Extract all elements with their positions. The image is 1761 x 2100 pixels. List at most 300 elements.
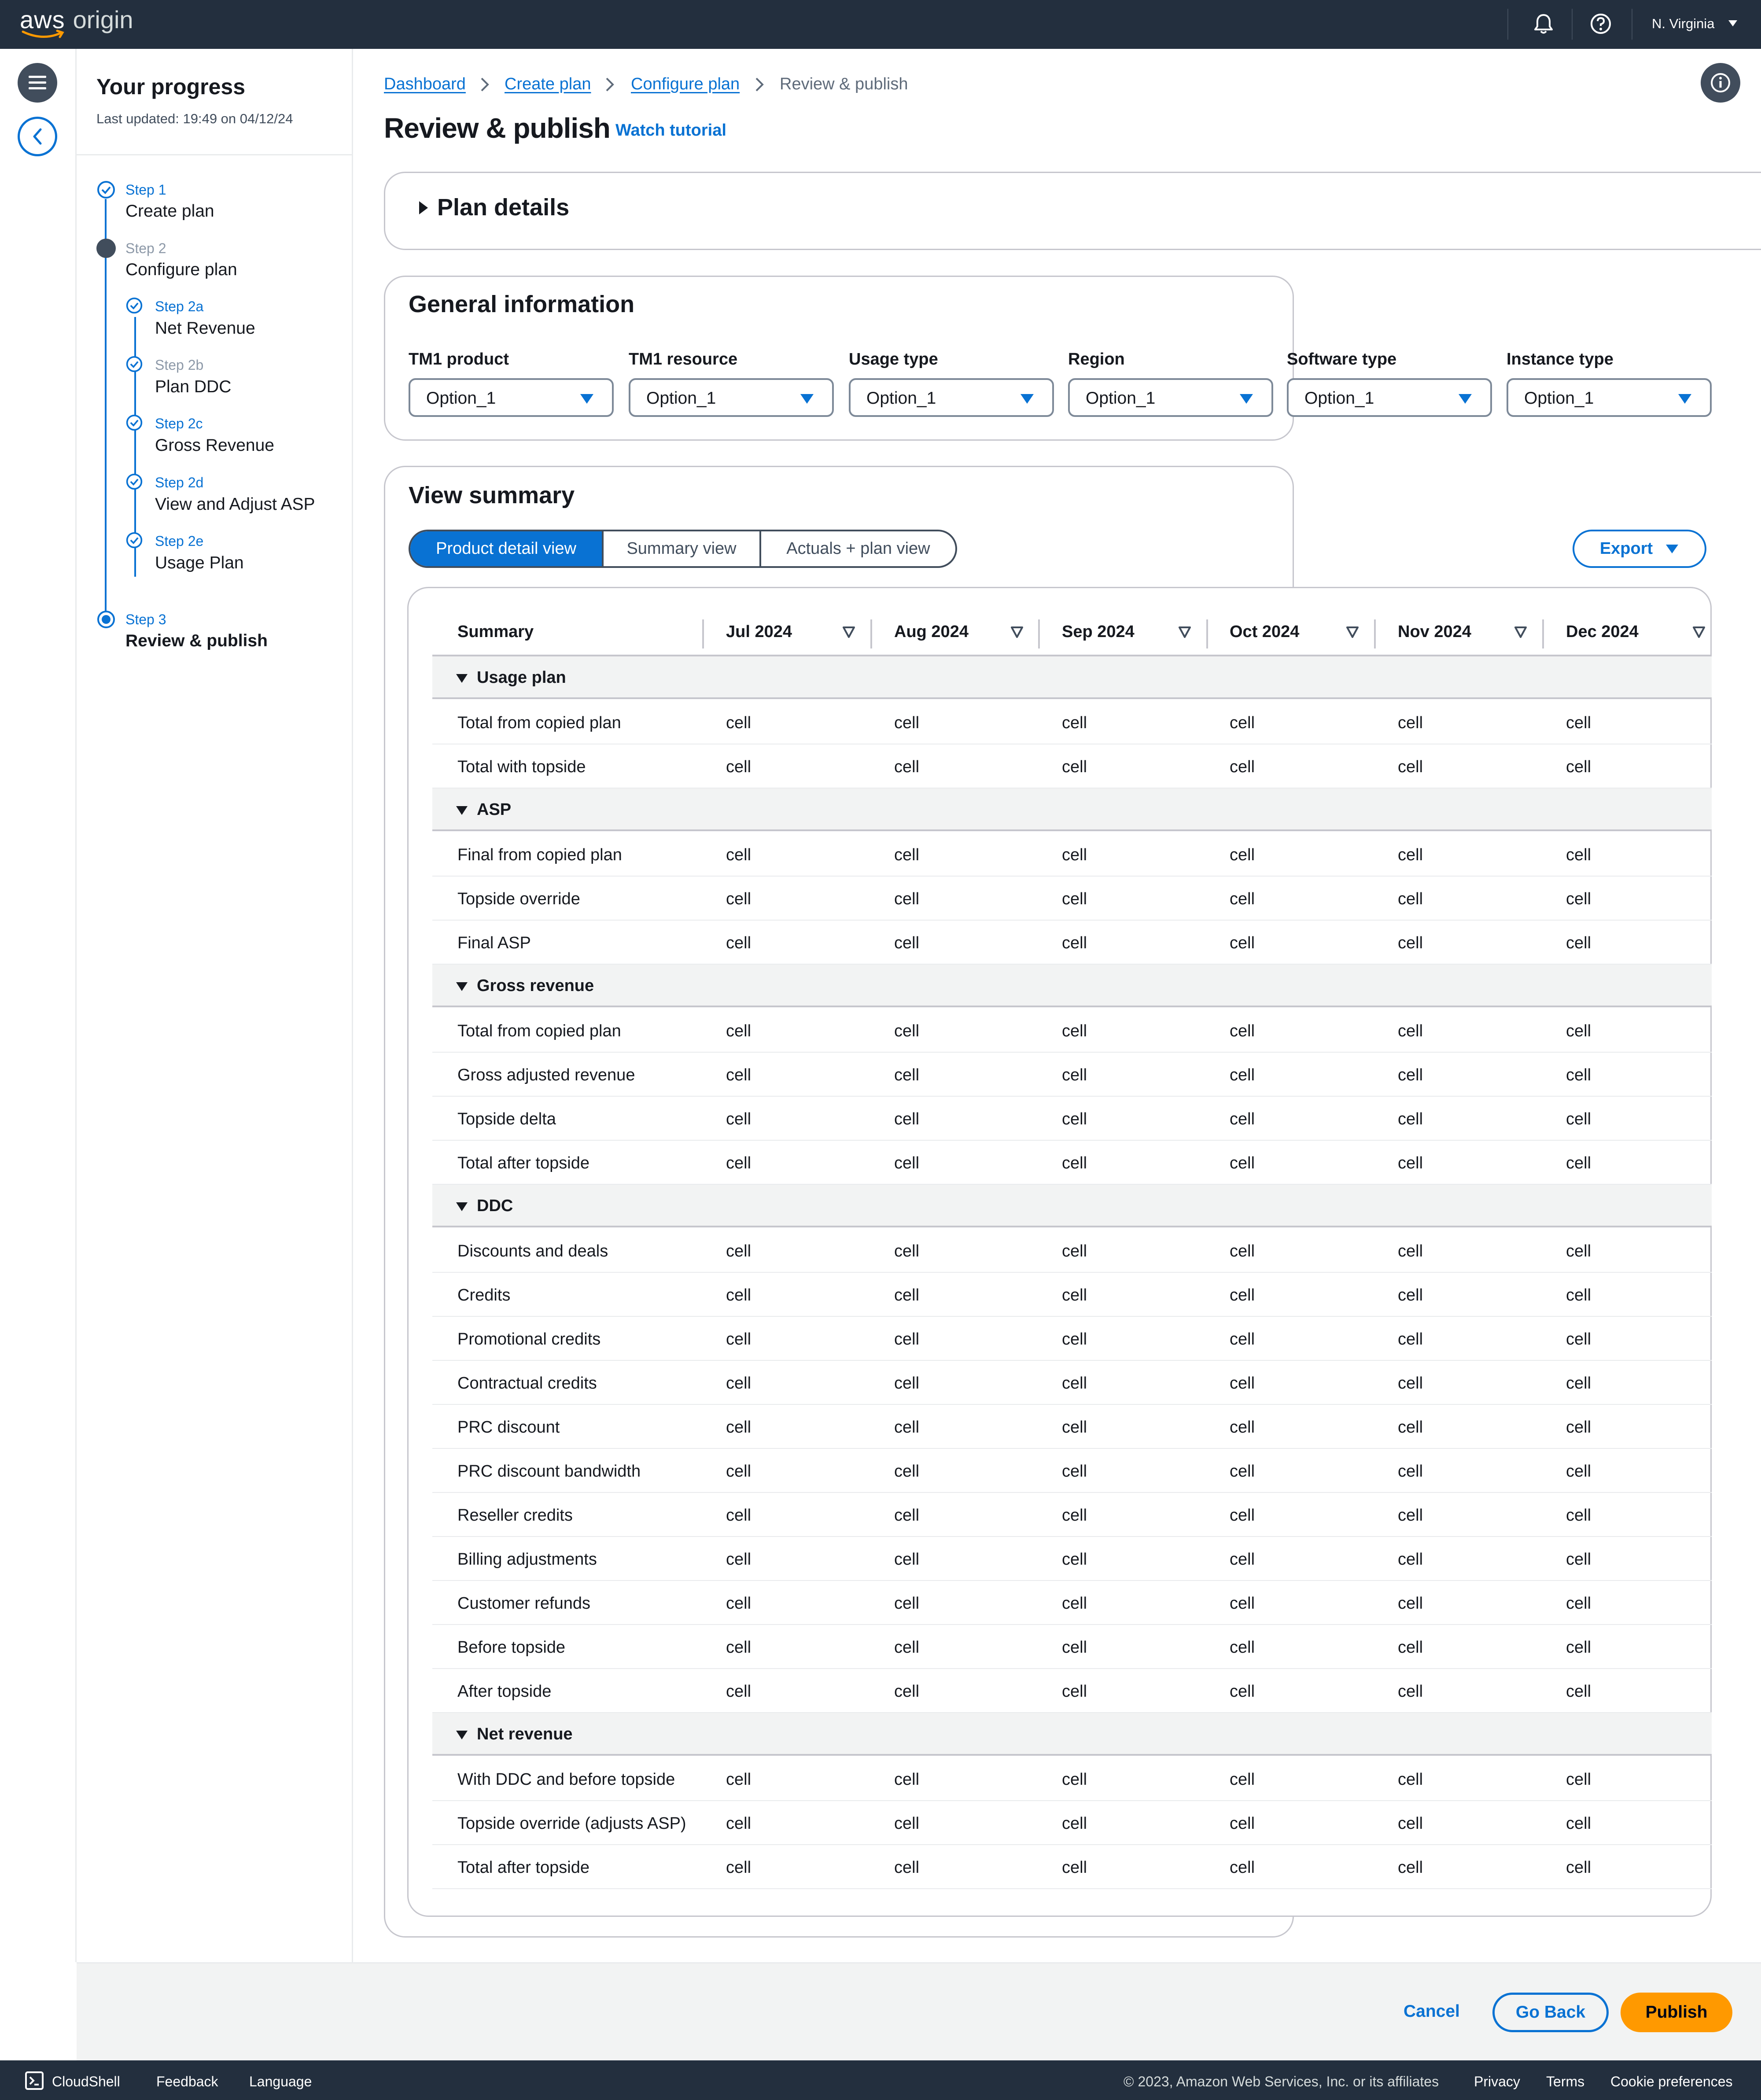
table-cell[interactable]: cell bbox=[894, 1066, 920, 1084]
table-cell[interactable]: cell bbox=[1230, 934, 1255, 952]
table-cell[interactable]: cell bbox=[726, 1110, 752, 1128]
table-cell[interactable]: cell bbox=[1398, 890, 1423, 908]
group-label: Net revenue bbox=[477, 1725, 573, 1743]
table-cell[interactable]: cell bbox=[1398, 1770, 1423, 1789]
column-header-oct-2024[interactable]: Oct 2024 bbox=[1230, 623, 1300, 641]
row-label: PRC discount bbox=[457, 1418, 560, 1437]
table-cell[interactable]: cell bbox=[1566, 1858, 1592, 1877]
step-2-text[interactable]: Configure plan bbox=[125, 260, 237, 279]
table-row bbox=[432, 833, 1712, 877]
table-cell[interactable]: cell bbox=[726, 758, 752, 776]
filter-icon[interactable] bbox=[1178, 626, 1191, 638]
table-row bbox=[432, 1229, 1712, 1273]
table-cell[interactable]: cell bbox=[894, 1682, 920, 1701]
table-cell[interactable]: cell bbox=[1566, 1154, 1592, 1172]
row-label: Final from copied plan bbox=[457, 846, 622, 864]
table-row bbox=[432, 1405, 1712, 1449]
cloudshell-icon[interactable] bbox=[25, 2071, 44, 2090]
software-type-label: Software type bbox=[1287, 350, 1397, 368]
table-cell[interactable]: cell bbox=[1230, 1374, 1255, 1393]
table-cell[interactable]: cell bbox=[1566, 1066, 1592, 1084]
column-resizer[interactable] bbox=[1542, 619, 1544, 648]
row-label: Topside delta bbox=[457, 1110, 556, 1128]
table-cell[interactable]: cell bbox=[894, 1022, 920, 1040]
row-label: Promotional credits bbox=[457, 1330, 601, 1348]
table-cell[interactable]: cell bbox=[1230, 1022, 1255, 1040]
tm1-resource-select[interactable] bbox=[629, 378, 834, 417]
table-cell[interactable]: cell bbox=[726, 934, 752, 952]
table-cell[interactable]: cell bbox=[1230, 1682, 1255, 1701]
table-cell[interactable]: cell bbox=[1566, 1462, 1592, 1481]
table-row bbox=[432, 1009, 1712, 1053]
step-2b-label[interactable]: Step 2b bbox=[155, 357, 204, 373]
select-value: Option_1 bbox=[866, 389, 936, 408]
column-header-summary[interactable]: Summary bbox=[457, 623, 534, 641]
caret-down-icon bbox=[1458, 393, 1473, 405]
table-cell[interactable]: cell bbox=[894, 1858, 920, 1877]
table-row bbox=[432, 1317, 1712, 1361]
table-cell[interactable]: cell bbox=[1398, 1462, 1423, 1481]
step-2d-label[interactable]: Step 2d bbox=[155, 475, 204, 490]
table-cell[interactable]: cell bbox=[1398, 934, 1423, 952]
table-cell[interactable]: cell bbox=[1398, 1330, 1423, 1348]
step-complete-icon bbox=[125, 355, 143, 373]
table-cell[interactable]: cell bbox=[1398, 1154, 1423, 1172]
general-information-title: General information bbox=[409, 291, 635, 317]
table-row bbox=[432, 1669, 1712, 1713]
step-in-progress-icon bbox=[96, 238, 117, 259]
table-cell[interactable]: cell bbox=[726, 1858, 752, 1877]
table-cell[interactable]: cell bbox=[1398, 1506, 1423, 1525]
table-cell[interactable]: cell bbox=[726, 1814, 752, 1833]
table-cell[interactable]: cell bbox=[894, 758, 920, 776]
table-cell[interactable]: cell bbox=[726, 1594, 752, 1613]
table-cell[interactable]: cell bbox=[894, 1374, 920, 1393]
table-row bbox=[432, 1053, 1712, 1097]
table-row bbox=[432, 1845, 1712, 1889]
table-group-row[interactable] bbox=[432, 1185, 1712, 1227]
plan-details-expander[interactable] bbox=[384, 172, 1761, 250]
table-cell[interactable]: cell bbox=[1230, 1858, 1255, 1877]
table-cell[interactable]: cell bbox=[1566, 1022, 1592, 1040]
step-connector bbox=[105, 199, 107, 622]
tab-actuals-plan-view[interactable]: Actuals + plan view bbox=[786, 539, 930, 558]
table-cell[interactable]: cell bbox=[1062, 1814, 1087, 1833]
table-cell[interactable]: cell bbox=[1566, 1550, 1592, 1569]
table-cell[interactable]: cell bbox=[894, 1594, 920, 1613]
table-cell[interactable]: cell bbox=[726, 1462, 752, 1481]
step-1-text[interactable]: Create plan bbox=[125, 202, 214, 221]
table-cell[interactable]: cell bbox=[1230, 1242, 1255, 1260]
row-label: Total after topside bbox=[457, 1154, 589, 1172]
caret-down-icon[interactable] bbox=[1728, 19, 1738, 27]
divider bbox=[77, 154, 353, 155]
step-2c-text[interactable]: Gross Revenue bbox=[155, 436, 274, 455]
caret-down-icon[interactable] bbox=[455, 1730, 468, 1740]
table-cell[interactable]: cell bbox=[1062, 758, 1087, 776]
cookie-preferences-link[interactable]: Cookie preferences bbox=[1610, 2074, 1733, 2089]
table-row bbox=[432, 1581, 1712, 1625]
select-value: Option_1 bbox=[1086, 389, 1156, 408]
table-cell[interactable]: cell bbox=[1230, 1550, 1255, 1569]
table-row bbox=[432, 744, 1712, 788]
select-value: Option_1 bbox=[646, 389, 716, 408]
table-cell[interactable]: cell bbox=[1230, 758, 1255, 776]
table-cell[interactable]: cell bbox=[1062, 1154, 1087, 1172]
table-group-row[interactable] bbox=[432, 965, 1712, 1007]
table-cell[interactable]: cell bbox=[1566, 1286, 1592, 1304]
table-cell[interactable]: cell bbox=[1230, 1066, 1255, 1084]
column-resizer[interactable] bbox=[1038, 619, 1040, 648]
row-label: Topside override bbox=[457, 890, 580, 908]
top-navigation bbox=[0, 0, 1761, 49]
table-cell[interactable]: cell bbox=[1062, 1462, 1087, 1481]
table-row bbox=[432, 1801, 1712, 1845]
table-cell[interactable]: cell bbox=[1566, 846, 1592, 864]
tab-product-detail-view[interactable]: Product detail view bbox=[410, 531, 604, 566]
info-button[interactable] bbox=[1701, 63, 1740, 103]
aws-smile-icon bbox=[21, 29, 65, 40]
left-rail bbox=[0, 49, 77, 1962]
go-back-button[interactable]: Go Back bbox=[1492, 1993, 1609, 2032]
table-cell[interactable]: cell bbox=[1398, 1594, 1423, 1613]
step-1-label[interactable]: Step 1 bbox=[125, 182, 166, 198]
column-resizer[interactable] bbox=[870, 619, 872, 648]
table-cell[interactable]: cell bbox=[726, 846, 752, 864]
step-complete-icon bbox=[125, 414, 143, 431]
table-cell[interactable]: cell bbox=[726, 1374, 752, 1393]
table-cell[interactable]: cell bbox=[1566, 934, 1592, 952]
table-cell[interactable]: cell bbox=[726, 1638, 752, 1657]
table-cell[interactable]: cell bbox=[1062, 1506, 1087, 1525]
export-button[interactable] bbox=[1573, 530, 1706, 568]
caret-down-icon[interactable] bbox=[455, 673, 468, 684]
table-cell[interactable]: cell bbox=[1062, 1242, 1087, 1260]
table-cell[interactable]: cell bbox=[1230, 846, 1255, 864]
table-cell[interactable]: cell bbox=[1566, 890, 1592, 908]
filter-icon[interactable] bbox=[1514, 626, 1527, 638]
cancel-button[interactable]: Cancel bbox=[1404, 2002, 1460, 2021]
row-label: Credits bbox=[457, 1286, 511, 1304]
table-cell[interactable]: cell bbox=[1062, 890, 1087, 908]
region-selector[interactable]: N. Virginia bbox=[1652, 16, 1715, 31]
table-cell[interactable]: cell bbox=[726, 714, 752, 732]
row-label: With DDC and before topside bbox=[457, 1770, 675, 1789]
table-cell[interactable]: cell bbox=[1566, 1330, 1592, 1348]
table-cell[interactable]: cell bbox=[894, 714, 920, 732]
table-cell[interactable]: cell bbox=[726, 1418, 752, 1437]
table-row bbox=[432, 1757, 1712, 1801]
table-row bbox=[432, 921, 1712, 965]
row-label: Total with topside bbox=[457, 758, 586, 776]
group-label: DDC bbox=[477, 1197, 513, 1215]
table-cell[interactable]: cell bbox=[726, 1022, 752, 1040]
table-cell[interactable]: cell bbox=[1062, 1286, 1087, 1304]
table-cell[interactable]: cell bbox=[894, 1330, 920, 1348]
table-cell[interactable]: cell bbox=[1230, 1770, 1255, 1789]
group-label: ASP bbox=[477, 800, 512, 819]
usage-type-select[interactable] bbox=[849, 378, 1054, 417]
nav-separator bbox=[1507, 9, 1508, 40]
table-cell[interactable]: cell bbox=[1062, 714, 1087, 732]
publish-button[interactable]: Publish bbox=[1621, 1993, 1732, 2032]
table-cell[interactable]: cell bbox=[1566, 758, 1592, 776]
step-3-label[interactable]: Step 3 bbox=[125, 612, 166, 627]
table-cell[interactable]: cell bbox=[894, 1154, 920, 1172]
table-cell[interactable]: cell bbox=[894, 1638, 920, 1657]
terms-link[interactable]: Terms bbox=[1546, 2074, 1585, 2089]
feedback-link[interactable]: Feedback bbox=[156, 2074, 218, 2089]
cloudshell-link[interactable]: CloudShell bbox=[52, 2074, 120, 2089]
filter-icon[interactable] bbox=[1692, 626, 1706, 638]
table-cell[interactable]: cell bbox=[726, 1682, 752, 1701]
row-label: Total after topside bbox=[457, 1858, 589, 1877]
table-cell[interactable]: cell bbox=[1398, 1110, 1423, 1128]
table-cell[interactable]: cell bbox=[894, 1242, 920, 1260]
table-row bbox=[432, 877, 1712, 921]
table-cell[interactable]: cell bbox=[726, 1550, 752, 1569]
breadcrumb-create-plan[interactable]: Create plan bbox=[505, 75, 591, 93]
step-2e-label[interactable]: Step 2e bbox=[155, 533, 204, 549]
table-cell[interactable]: cell bbox=[894, 1550, 920, 1569]
plan-details-title[interactable]: Plan details bbox=[437, 194, 570, 221]
column-resizer[interactable] bbox=[702, 619, 704, 648]
breadcrumb-current: Review & publish bbox=[780, 75, 908, 93]
table-cell[interactable]: cell bbox=[894, 1462, 920, 1481]
table-cell[interactable]: cell bbox=[1062, 1066, 1087, 1084]
table-cell[interactable]: cell bbox=[1398, 1858, 1423, 1877]
step-2e-text[interactable]: Usage Plan bbox=[155, 553, 244, 572]
table-cell[interactable]: cell bbox=[1398, 1242, 1423, 1260]
table-cell[interactable]: cell bbox=[1062, 1638, 1087, 1657]
table-cell[interactable]: cell bbox=[1566, 1418, 1592, 1437]
table-cell[interactable]: cell bbox=[894, 1418, 920, 1437]
row-label: After topside bbox=[457, 1682, 552, 1701]
last-updated: Last updated: 19:49 on 04/12/24 bbox=[96, 111, 293, 126]
table-cell[interactable]: cell bbox=[726, 890, 752, 908]
caret-right-icon[interactable] bbox=[417, 200, 429, 215]
table-cell[interactable]: cell bbox=[1566, 1506, 1592, 1525]
row-label: Total from copied plan bbox=[457, 714, 621, 732]
step-2a-label[interactable]: Step 2a bbox=[155, 298, 204, 314]
table-cell[interactable]: cell bbox=[1230, 1286, 1255, 1304]
table-cell[interactable]: cell bbox=[1230, 1110, 1255, 1128]
table-cell[interactable]: cell bbox=[726, 1154, 752, 1172]
help-icon[interactable] bbox=[1589, 12, 1612, 35]
table-cell[interactable]: cell bbox=[1230, 1814, 1255, 1833]
table-cell[interactable]: cell bbox=[894, 1110, 920, 1128]
table-cell[interactable]: cell bbox=[1230, 714, 1255, 732]
language-link[interactable]: Language bbox=[249, 2074, 312, 2089]
table-cell[interactable]: cell bbox=[1398, 1374, 1423, 1393]
table-cell[interactable]: cell bbox=[1230, 1418, 1255, 1437]
row-label: PRC discount bandwidth bbox=[457, 1462, 641, 1481]
select-value: Option_1 bbox=[1304, 389, 1374, 408]
table-cell[interactable]: cell bbox=[1062, 1682, 1087, 1701]
table-row bbox=[432, 700, 1712, 744]
table-cell[interactable]: cell bbox=[1230, 1462, 1255, 1481]
table-cell[interactable]: cell bbox=[726, 1506, 752, 1525]
caret-down-icon bbox=[1665, 544, 1679, 554]
table-cell[interactable]: cell bbox=[1398, 714, 1423, 732]
nav-separator bbox=[1572, 9, 1573, 40]
table-cell[interactable]: cell bbox=[1398, 846, 1423, 864]
tab-summary-view[interactable]: Summary view bbox=[604, 531, 761, 566]
region-label: Region bbox=[1068, 350, 1125, 368]
step-3-text[interactable]: Review & publish bbox=[125, 631, 268, 650]
table-cell[interactable]: cell bbox=[1566, 1110, 1592, 1128]
table-cell[interactable]: cell bbox=[1566, 1638, 1592, 1657]
table-cell[interactable]: cell bbox=[1398, 1022, 1423, 1040]
table-cell[interactable]: cell bbox=[1566, 1814, 1592, 1833]
table-cell[interactable]: cell bbox=[894, 846, 920, 864]
column-resizer[interactable] bbox=[1206, 619, 1208, 648]
caret-down-icon bbox=[579, 393, 594, 405]
table-cell[interactable]: cell bbox=[1230, 1506, 1255, 1525]
table-row bbox=[432, 1141, 1712, 1185]
export-label: Export bbox=[1599, 539, 1653, 558]
group-label: Usage plan bbox=[477, 668, 566, 687]
table-cell[interactable]: cell bbox=[1062, 846, 1087, 864]
filter-icon[interactable] bbox=[842, 626, 855, 638]
table-cell[interactable]: cell bbox=[1398, 1550, 1423, 1569]
breadcrumb-configure-plan[interactable]: Configure plan bbox=[631, 75, 740, 93]
table-cell[interactable]: cell bbox=[1062, 1594, 1087, 1613]
breadcrumb-dashboard[interactable]: Dashboard bbox=[384, 75, 466, 93]
table-cell[interactable]: cell bbox=[1062, 1858, 1087, 1877]
caret-down-icon bbox=[799, 393, 814, 405]
step-2d-text[interactable]: View and Adjust ASP bbox=[155, 495, 315, 514]
table-cell[interactable]: cell bbox=[1566, 1770, 1592, 1789]
table-cell[interactable]: cell bbox=[894, 1506, 920, 1525]
column-header-jul-2024[interactable]: Jul 2024 bbox=[726, 623, 792, 641]
step-2b-text[interactable]: Plan DDC bbox=[155, 377, 232, 396]
view-summary-title: View summary bbox=[409, 482, 575, 508]
table-cell[interactable]: cell bbox=[1062, 1550, 1087, 1569]
table-group-row[interactable] bbox=[432, 788, 1712, 831]
table-cell[interactable]: cell bbox=[726, 1330, 752, 1348]
table-cell[interactable]: cell bbox=[1230, 1594, 1255, 1613]
logo-origin-text: origin bbox=[73, 6, 133, 33]
back-button[interactable] bbox=[18, 117, 57, 156]
filter-icon[interactable] bbox=[1346, 626, 1359, 638]
step-2c-label[interactable]: Step 2c bbox=[155, 416, 203, 431]
tm1-product-select[interactable] bbox=[409, 378, 614, 417]
table-cell[interactable]: cell bbox=[1398, 1814, 1423, 1833]
table-cell[interactable]: cell bbox=[1062, 1770, 1087, 1789]
usage-type-label: Usage type bbox=[849, 350, 938, 368]
caret-down-icon[interactable] bbox=[455, 981, 468, 992]
table-cell[interactable]: cell bbox=[1398, 1286, 1423, 1304]
row-label: Topside override (adjusts ASP) bbox=[457, 1814, 686, 1833]
table-cell[interactable]: cell bbox=[1566, 1682, 1592, 1701]
column-resizer[interactable] bbox=[1374, 619, 1376, 648]
caret-down-icon bbox=[1677, 393, 1692, 405]
chevron-left-icon bbox=[31, 128, 44, 145]
table-cell[interactable]: cell bbox=[1398, 1638, 1423, 1657]
table-cell[interactable]: cell bbox=[726, 1286, 752, 1304]
select-value: Option_1 bbox=[426, 389, 496, 408]
bell-icon[interactable] bbox=[1532, 12, 1555, 35]
table-cell[interactable]: cell bbox=[1398, 758, 1423, 776]
software-type-select[interactable] bbox=[1287, 378, 1492, 417]
table-cell[interactable]: cell bbox=[1566, 1374, 1592, 1393]
progress-title: Your progress bbox=[96, 74, 246, 99]
table-cell[interactable]: cell bbox=[1062, 1022, 1087, 1040]
table-cell[interactable]: cell bbox=[894, 890, 920, 908]
caret-down-icon bbox=[1020, 393, 1035, 405]
table-cell[interactable]: cell bbox=[1566, 1242, 1592, 1260]
caret-down-icon[interactable] bbox=[455, 1201, 468, 1212]
caret-down-icon[interactable] bbox=[455, 805, 468, 816]
menu-button[interactable] bbox=[18, 63, 57, 103]
table-cell[interactable]: cell bbox=[726, 1242, 752, 1260]
table-cell[interactable]: cell bbox=[1062, 1330, 1087, 1348]
table-row bbox=[432, 1449, 1712, 1493]
step-2a-text[interactable]: Net Revenue bbox=[155, 319, 255, 338]
chevron-right-icon bbox=[754, 76, 765, 93]
table-cell[interactable]: cell bbox=[1566, 1594, 1592, 1613]
row-label: Before topside bbox=[457, 1638, 566, 1657]
table-cell[interactable]: cell bbox=[1062, 1374, 1087, 1393]
row-label: Billing adjustments bbox=[457, 1550, 597, 1569]
watch-tutorial-link[interactable]: Watch tutorial bbox=[615, 121, 726, 140]
table-row bbox=[432, 1537, 1712, 1581]
column-header-aug-2024[interactable]: Aug 2024 bbox=[894, 623, 969, 641]
step-2-label[interactable]: Step 2 bbox=[125, 240, 166, 256]
table-cell[interactable]: cell bbox=[1230, 890, 1255, 908]
table-cell[interactable]: cell bbox=[1566, 714, 1592, 732]
table-cell[interactable]: cell bbox=[894, 934, 920, 952]
step-complete-icon bbox=[96, 180, 116, 199]
tm1-resource-label: TM1 resource bbox=[629, 350, 738, 368]
privacy-link[interactable]: Privacy bbox=[1474, 2074, 1520, 2089]
table-cell[interactable]: cell bbox=[1062, 1110, 1087, 1128]
column-header-dec-2024[interactable]: Dec 2024 bbox=[1566, 623, 1639, 641]
table-cell[interactable]: cell bbox=[1062, 934, 1087, 952]
table-cell[interactable]: cell bbox=[894, 1814, 920, 1833]
table-cell[interactable]: cell bbox=[726, 1770, 752, 1789]
row-label: Contractual credits bbox=[457, 1374, 597, 1393]
table-cell[interactable]: cell bbox=[1062, 1418, 1087, 1437]
table-cell[interactable]: cell bbox=[1398, 1418, 1423, 1437]
table-group-row[interactable] bbox=[432, 1713, 1712, 1756]
group-label: Gross revenue bbox=[477, 976, 594, 995]
table-cell[interactable]: cell bbox=[1230, 1330, 1255, 1348]
table-cell[interactable]: cell bbox=[894, 1770, 920, 1789]
filter-icon[interactable] bbox=[1010, 626, 1024, 638]
table-cell[interactable]: cell bbox=[1230, 1154, 1255, 1172]
column-header-sep-2024[interactable]: Sep 2024 bbox=[1062, 623, 1135, 641]
table-row bbox=[432, 1625, 1712, 1669]
table-cell[interactable]: cell bbox=[1230, 1638, 1255, 1657]
logo-aws-text: aws bbox=[20, 6, 65, 33]
caret-down-icon bbox=[1239, 393, 1254, 405]
instance-type-select[interactable] bbox=[1507, 378, 1712, 417]
column-header-nov-2024[interactable]: Nov 2024 bbox=[1398, 623, 1471, 641]
table-cell[interactable]: cell bbox=[726, 1066, 752, 1084]
row-label: Reseller credits bbox=[457, 1506, 573, 1525]
page-title: Review & publish bbox=[384, 112, 610, 144]
row-label: Gross adjusted revenue bbox=[457, 1066, 635, 1084]
table-cell[interactable]: cell bbox=[1398, 1682, 1423, 1701]
table-row bbox=[432, 1097, 1712, 1141]
table-row bbox=[432, 1493, 1712, 1537]
table-cell[interactable]: cell bbox=[894, 1286, 920, 1304]
table-group-row[interactable] bbox=[432, 656, 1712, 699]
table-cell[interactable]: cell bbox=[1398, 1066, 1423, 1084]
region-select[interactable] bbox=[1068, 378, 1273, 417]
